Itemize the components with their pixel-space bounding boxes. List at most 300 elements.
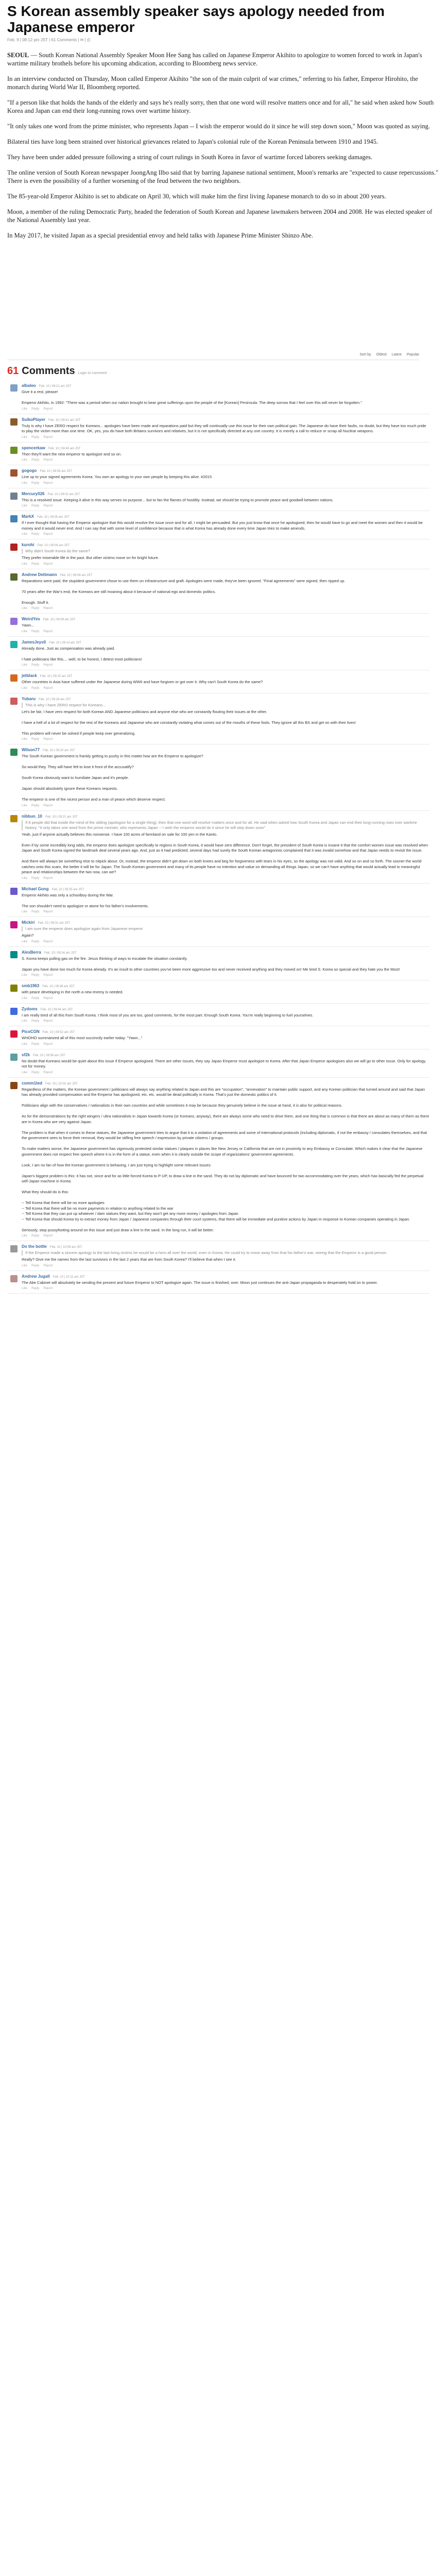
reply-button[interactable]: Reply: [31, 481, 40, 485]
paragraph-text: "If a person like that holds the hands of the elderly and says he's really sorry, then that one word will resolve matters once and for all," he said when asked how South Korea and Japan can end their long-running rows over wartime history.: [7, 99, 434, 114]
comment-item: [7, 1004, 429, 1027]
article-meta: Feb. 9 | 08:12 pm JST | 61 Comments | ✉ | ⎙: [7, 38, 91, 42]
comment-body: [22, 1029, 429, 1046]
comment-body: [22, 1007, 429, 1023]
comment-text: Give it a rest, please! Emperor Akihito, in 1992: "There was a period when our nation brought to bear great sufferings upon the people of the [Korean] Peninsula. The deep sorrow that I feel over this will never be forgotten.": [22, 389, 362, 405]
comment-header: [22, 1274, 429, 1279]
comment-text: Already done. Just as compensation was already paid. I hate politicians like this.... well, to be honest, I detest most politicians!: [22, 646, 142, 662]
comment-timestamp: Feb. 10 | 09:38 am JST: [42, 985, 75, 988]
comment-item: [7, 1271, 429, 1294]
reply-button[interactable]: Reply: [31, 940, 40, 943]
comment-timestamp: Feb. 10 | 09:34 am JST: [44, 951, 77, 955]
avatar[interactable]: [10, 1030, 18, 1038]
comment-actions: [22, 910, 429, 913]
comment-actions: [22, 533, 429, 536]
article-title: S Korean assembly speaker says apology needed from Japanese emperor: [7, 3, 385, 35]
comment-header: [22, 887, 429, 891]
comment-username-link[interactable]: Do the bottle: [22, 1244, 47, 1249]
comment-text: This is a resolved issue. Keeping it alive in this way serves no purpose... but to fan the flames of hostility. Instead, we should be trying to promote peace and goodwill between nations.: [22, 497, 334, 502]
comment-timestamp: Feb. 10 | 09:09 am JST: [43, 618, 76, 621]
like-button[interactable]: Like: [22, 996, 28, 1000]
sort-popular-link[interactable]: Popular: [406, 353, 419, 357]
comment-item: [7, 1049, 429, 1078]
comment-actions: [22, 1287, 429, 1290]
reply-button[interactable]: Reply: [31, 1071, 40, 1074]
comment-username-link[interactable]: PicoCON: [22, 1029, 40, 1034]
paragraph-text: Moon, a member of the ruling Democratic Party, headed the federation of South Korean and Japanese lawmakers between 2004 and 2008. He was elected speaker of the National Assembly last year.: [7, 208, 433, 224]
comment-text: No doubt that Koreans would be quiet about this issue if Emperor apologised. There are other issues, they say Japan Emperor must apologize to Korea. After that Japan Emperor apologises also we will go to other issue. Only for apology, not for money.: [22, 1058, 426, 1069]
comment-username-link[interactable]: MarkX: [22, 514, 35, 519]
comment-header: [22, 1244, 429, 1249]
comment-list: [7, 380, 429, 1294]
comment-body: [22, 543, 429, 566]
reply-button[interactable]: Reply: [31, 664, 40, 667]
comment-body: [22, 446, 429, 462]
comment-body: [22, 1274, 429, 1291]
comment-header: [22, 697, 429, 701]
report-button[interactable]: Report: [43, 1042, 53, 1046]
comment-timestamp: Feb. 10 | 09:05 am JST: [37, 516, 70, 519]
reply-button[interactable]: Reply: [31, 1020, 40, 1023]
reply-button[interactable]: Reply: [31, 504, 40, 507]
comment-username-link[interactable]: Yubaru: [22, 696, 36, 701]
comment-timestamp: Feb. 10 | 09:14 am JST: [49, 641, 81, 645]
reply-button[interactable]: Reply: [31, 738, 40, 741]
comment-quote: I am sure the emperor does apologize again from Japanese emperor: [22, 926, 429, 931]
report-button[interactable]: Report: [43, 664, 53, 667]
comment-header: [22, 1081, 429, 1086]
sort-bar: [7, 353, 419, 360]
like-button[interactable]: Like: [22, 407, 28, 411]
comment-body: [22, 1244, 429, 1267]
reply-button[interactable]: Reply: [31, 533, 40, 536]
article-paragraph: [7, 75, 441, 91]
avatar[interactable]: [10, 951, 18, 958]
comment-header: [22, 920, 429, 925]
comment-username-link[interactable]: kurohi: [22, 543, 35, 547]
comment-body: [22, 814, 429, 880]
report-button[interactable]: Report: [43, 1287, 53, 1290]
comment-username-link[interactable]: SuikoPlayer: [22, 417, 45, 422]
sort-oldest-link[interactable]: Oldest: [376, 353, 387, 357]
avatar[interactable]: [10, 698, 18, 705]
comment-quote: This is why I have ZERO respect for Koreans...: [22, 703, 429, 708]
paragraph-text: They have been under added pressure following a string of court rulings in South Korea in favor of wartime forced laborers seeking damages.: [7, 154, 373, 161]
report-button[interactable]: Report: [43, 940, 53, 943]
comment-actions: [22, 687, 429, 690]
comment-timestamp: Feb. 10 | 08:48 am JST: [48, 447, 81, 450]
report-button[interactable]: Report: [43, 996, 53, 1000]
sort-label: Sort by: [359, 353, 371, 357]
comment-username-link[interactable]: Zydoms: [22, 1006, 38, 1011]
comment-item: [7, 614, 429, 637]
comment-timestamp: Feb. 10 | 09:58 am JST: [33, 1054, 65, 1057]
avatar[interactable]: [10, 447, 18, 454]
comment-body: [22, 514, 429, 536]
reply-button[interactable]: Reply: [31, 435, 40, 439]
comments-header: [7, 365, 441, 377]
comment-quote: Why didn't South Korea do the same?: [22, 549, 429, 554]
comment-actions: [22, 1264, 429, 1267]
reply-button[interactable]: Reply: [31, 607, 40, 610]
like-button[interactable]: Like: [22, 686, 28, 690]
avatar[interactable]: [10, 674, 18, 682]
login-to-comment-link[interactable]: Login to comment: [78, 371, 107, 375]
like-button[interactable]: Like: [22, 1264, 28, 1267]
comment-count: 61: [7, 365, 19, 377]
comment-text: The Abe Cabinet will absolutely be sending the present and future Emperor to NOT apologize again. The issue is finished, over. Moon just continues the anti-Japan propaganda to desperately hold on to power.: [22, 1280, 378, 1285]
reply-button[interactable]: Reply: [31, 630, 40, 633]
avatar[interactable]: [10, 1008, 18, 1015]
comment-text: WHOHO summarized all of this most succinctly earlier today: "Yawn...": [22, 1036, 143, 1040]
comment-timestamp: Feb. 10 | 09:21 am JST: [45, 815, 78, 819]
comment-item: [7, 884, 429, 918]
comment-actions: [22, 408, 429, 411]
like-button[interactable]: Like: [22, 1042, 28, 1046]
comment-item: [7, 693, 429, 745]
article-body: [7, 51, 441, 240]
comment-actions: [22, 630, 429, 633]
sort-latest-link[interactable]: Latest: [391, 353, 402, 357]
comment-header: [22, 383, 429, 388]
comment-body: [22, 572, 429, 611]
like-button[interactable]: Like: [22, 562, 28, 566]
article-paragraph: [7, 153, 441, 161]
comment-timestamp: Feb. 10 | 09:31 am JST: [38, 922, 70, 925]
comment-username-link[interactable]: Andrew Dettmann: [22, 572, 57, 577]
report-button[interactable]: Report: [43, 686, 53, 690]
like-button[interactable]: Like: [22, 940, 28, 943]
comment-text: Then they'll want the new emperor to apologize and so on.: [22, 451, 122, 456]
comment-actions: [22, 459, 429, 462]
article-paragraph: [7, 208, 441, 224]
comment-actions: [22, 436, 429, 439]
comment-text: S. Korea keeps pulling gas on the fire. Jesus thinking of ways to escalate the situation constantly. Japan you have done too much for Korea already. It's an insult to other countries you've been more aggressive too and never received anything and they moved on! Me tired S. Korea so special and they hate you the Most!: [22, 956, 400, 972]
reply-button[interactable]: Reply: [31, 1287, 40, 1290]
like-button[interactable]: Like: [22, 504, 28, 507]
comment-header: [22, 1053, 429, 1057]
comment-body: [22, 1081, 429, 1238]
comment-header: [22, 492, 429, 496]
like-button[interactable]: Like: [22, 630, 28, 633]
comment-text: Truly is why I have ZERO respect for Koreans... apologies have been made and reparations paid but they will continually use this issue for their own political gain. The Japanese do have their faults, no doubt, but they have too much pride to play the victim more than one time. OK, yes, you do have both Britains survivors and relatives, but it is not specifically directed at any one country. It is merely a call to reduce or scrap all Nuclear weapons.: [22, 423, 426, 433]
like-button[interactable]: Like: [22, 910, 28, 913]
comment-header: [22, 468, 429, 473]
comment-text: Yawn...: [22, 623, 35, 628]
comment-actions: [22, 974, 429, 977]
comment-actions: [22, 563, 429, 566]
avatar[interactable]: [10, 573, 18, 581]
comment-item: [7, 1026, 429, 1049]
comment-header: [22, 543, 429, 547]
article-paragraph: [7, 51, 441, 67]
report-button[interactable]: Report: [43, 407, 53, 411]
comment-username-link[interactable]: WeirdYes: [22, 617, 40, 621]
comment-actions: [22, 738, 429, 741]
avatar[interactable]: [10, 1054, 18, 1061]
avatar[interactable]: [10, 888, 18, 895]
comment-item: [7, 811, 429, 884]
comment-header: [22, 1029, 429, 1034]
avatar[interactable]: [10, 815, 18, 822]
avatar[interactable]: [10, 1082, 18, 1089]
comment-item: [7, 414, 429, 443]
comment-timestamp: Feb. 10 | 08:21 am JST: [39, 385, 72, 388]
comment-actions: [22, 1234, 429, 1238]
comment-body: [22, 417, 429, 439]
comment-body: [22, 673, 429, 690]
comment-timestamp: Feb. 10 | 09:44 am JST: [40, 1008, 73, 1011]
comment-actions: [22, 607, 429, 610]
comment-username-link[interactable]: jetblack: [22, 673, 37, 678]
avatar[interactable]: [10, 641, 18, 648]
avatar[interactable]: [10, 1275, 18, 1282]
reply-button[interactable]: Reply: [31, 562, 40, 566]
comment-username-link[interactable]: sf2k: [22, 1052, 30, 1057]
comment-username-link[interactable]: gogogo: [22, 468, 37, 473]
comment-body: [22, 492, 429, 508]
comment-text: Really? Give me the names from the last survivors in the last 2 years that are from South Korea? I'll believe that when I see it.: [22, 1257, 236, 1262]
comment-username-link[interactable]: Mickiri: [22, 920, 35, 925]
avatar[interactable]: [10, 493, 18, 500]
comment-item: [7, 744, 429, 811]
paragraph-text: The 85-year-old Emperor Akihito is set to abdicate on April 30, which will make him the first living Japanese monarch to do so in about 200 years.: [7, 193, 386, 200]
comment-actions: [22, 804, 429, 807]
comment-body: [22, 748, 429, 807]
reply-button[interactable]: Reply: [31, 686, 40, 690]
like-button[interactable]: Like: [22, 804, 28, 807]
avatar[interactable]: [10, 418, 18, 426]
comment-actions: [22, 482, 429, 485]
comment-header: [22, 814, 429, 819]
report-button[interactable]: Report: [43, 974, 53, 977]
like-button[interactable]: Like: [22, 876, 28, 880]
comment-timestamp: Feb. 10 | 09:18 am JST: [39, 698, 71, 701]
comment-text: Reparations were paid, the stupidest government chose to use them on infrastructure and graft. Apologies were made, they've been ignored. "Final agreements" were signed, then ripped up. 70 years after the War's end, the Koreans are still moaning about it because of national ego and domestic politics. Enough. Stuff it.: [22, 578, 346, 605]
comment-text: Again?: [22, 933, 34, 938]
reply-button[interactable]: Reply: [31, 996, 40, 1000]
reply-button[interactable]: Reply: [31, 910, 40, 913]
comment-actions: [22, 1043, 429, 1046]
comment-timestamp: Feb. 10 | 09:08 am JST: [60, 573, 93, 577]
comment-body: [22, 950, 429, 977]
comment-item: [7, 670, 429, 693]
comment-timestamp: Feb. 10 | 08:56 am JST: [40, 470, 72, 473]
comment-actions: [22, 1071, 429, 1074]
comment-actions: [22, 997, 429, 1000]
like-button[interactable]: Like: [22, 533, 28, 536]
comment-item: [7, 947, 429, 981]
comment-header: [22, 417, 429, 422]
avatar[interactable]: [10, 1245, 18, 1252]
comment-text: Yeah, just if anyone actually believes this nonsense. I have 100 acres of farmland on sale for 100 yen in the Kanto. Even if by some incredibly long odds, the emperor does apologize specifically to regions in South Korea, it would have zero difference. Don't forget, the president of South Korea is insane it that the comfort women issue was resolved when Japan and South Korea signed the landmark deal several years ago. And, just as it had predicted, several days had surely the South Korean antagonists complained that it was invalid somehow and that Japan needs to revisit the issue. And there will always be something else to nitpick about. Or, instead, the emperor didn't get down on both knees and beg for forgiveness with tears in his eyes, so the apology was not valid. And so on and so forth. The sooner the world catches onto this scam, the better it will be for Japan. The South Korean government and many of its people have no intention and value on demanding all things Japan, so we can't have anything that would actually lead to meaningful peace and relationships between the two now, can we?: [22, 832, 428, 874]
report-button[interactable]: Report: [43, 459, 53, 462]
reply-button[interactable]: Reply: [31, 876, 40, 880]
paragraph-text: The online version of South Korean newspaper JoongAng Ilbo said that by barring Japanese national sentiment, Moon's remarks are "expected to cause repercussions." There is even the possibility of a further worsening of the feud between the two neighbors.: [7, 169, 439, 184]
comment-timestamp: Feb. 10 | 09:25 am JST: [51, 888, 84, 891]
comment-username-link[interactable]: smb1963: [22, 984, 40, 988]
like-button[interactable]: Like: [22, 1071, 28, 1074]
comment-quote: If the Emperor made a sincere apology to the last living victims he would be a hero all over the world, even in Korea. He could try to move away from that his father's war, seeing that the Emperor is a good person.: [22, 1250, 429, 1256]
comment-username-link[interactable]: Michael Gong: [22, 886, 49, 891]
report-button[interactable]: Report: [43, 1234, 53, 1238]
report-button[interactable]: Report: [43, 435, 53, 439]
article-paragraph: [7, 192, 441, 200]
comment-header: [22, 950, 429, 955]
like-button[interactable]: Like: [22, 481, 28, 485]
comment-username-link[interactable]: JamesJeys0: [22, 639, 46, 645]
comment-header: [22, 640, 429, 645]
report-button[interactable]: Report: [43, 630, 53, 633]
article-paragraph: [7, 98, 441, 115]
like-button[interactable]: Like: [22, 664, 28, 667]
paragraph-text: In an interview conducted on Thursday, Moon called Emperor Akihito "the son of the main culprit of war crimes," referring to his father, Emperor Hirohito, the monarch during World War II, Bloomberg reported.: [7, 75, 418, 91]
report-button[interactable]: Report: [43, 562, 53, 566]
like-button[interactable]: Like: [22, 738, 28, 741]
comment-timestamp: Feb. 10 | 09:02 am JST: [47, 493, 80, 496]
comment-timestamp: Feb. 10 | 09:06 am JST: [37, 544, 70, 547]
comment-body: [22, 697, 429, 741]
comment-body: [22, 468, 429, 485]
reply-button[interactable]: Reply: [31, 804, 40, 807]
comment-header: [22, 673, 429, 678]
comment-actions: [22, 664, 429, 667]
comment-item: [7, 1078, 429, 1242]
comment-text: Let's be fair, I have zero respect for both Korean AND Japanese politicians and anyone else who are constantly flouting their issues at the other. I have a hell of a lot of respect for the rest of the Koreans and Japanese who are constantly violating what comes out of the mouths of these fools. They ignore all this BS and get on with their lives! This problem will never be solved if people keep over generalizing.: [22, 709, 356, 736]
comment-timestamp: Feb. 10 | 10:08 am JST: [49, 1246, 82, 1249]
avatar[interactable]: [10, 469, 18, 477]
avatar[interactable]: [10, 515, 18, 522]
comment-body: [22, 920, 429, 943]
comment-username-link[interactable]: Mercury026: [22, 491, 45, 496]
comment-body: [22, 617, 429, 633]
comment-item: [7, 917, 429, 947]
like-button[interactable]: Like: [22, 974, 28, 977]
report-button[interactable]: Report: [43, 738, 53, 741]
comment-body: [22, 1053, 429, 1074]
comment-body: [22, 383, 429, 411]
reply-button[interactable]: Reply: [31, 407, 40, 411]
report-button[interactable]: Report: [43, 1071, 53, 1074]
comment-item: [7, 443, 429, 466]
comment-text: If I ever thought that having the Emperor apologize that this would resolve the issue once and for all, I might be persuaded. But you just know that once he apologized, then he would have to go and meet the women and then it would be money and it would never end. And I can say that with some level of confidence because that is what Korea has already done every time Japan tries to make amends.: [22, 520, 423, 531]
comment-text: Emperor Akihito was only a schoolboy during the War. The son shouldn't need to apologize or atone for his father's involvements.: [22, 892, 149, 908]
comment-text: They prefer miserable life in the past. But other victims move on for bright future.: [22, 555, 159, 560]
comment-actions: [22, 1020, 429, 1023]
report-button[interactable]: Report: [43, 910, 53, 913]
comment-quote: If 8 people did that inside the mind of the sibling (apologize for a single thing), then that one word will resolve matters once and for all. He said when asked how South Korea and Japan can end their long-running rows over wartime history. "It only takes one word from the prime minister, who represents Japan -- I wish the emperor would do it since he will step down soon": [22, 820, 429, 831]
comment-actions: [22, 940, 429, 943]
comment-timestamp: Feb. 10 | 10:11 am JST: [53, 1275, 85, 1279]
comment-text: I am really tired of all this from South Korea. I think most of you are too, good comments, for the most part. Enough South Korea. You're really beginning to fuel yourselves.: [22, 1012, 314, 1018]
report-button[interactable]: Report: [43, 533, 53, 536]
comment-username-link[interactable]: nibbun_10: [22, 814, 43, 819]
comment-text: with peace developing in the north a new enemy is needed.: [22, 990, 124, 994]
comment-header: [22, 514, 429, 519]
comment-item: [7, 511, 429, 539]
report-button[interactable]: Report: [43, 504, 53, 507]
comment-username-link[interactable]: Andrew Jugall: [22, 1274, 50, 1279]
comment-text: The South Korean government is frankly getting to pushy in this matter.how are the Emperor to apologize? So would they. They will have felt to lose it front of the accusatify? South Korea obviously want to humiliate Japan and it's people. Japan should absolutely ignore these Koreans requests. The emperor is one of the nicest person and a man of peace which deserve respect.: [22, 754, 203, 802]
comment-item: [7, 569, 429, 614]
comment-item: [7, 488, 429, 512]
avatar[interactable]: [10, 618, 18, 625]
comment-header: [22, 446, 429, 450]
comment-text: Other countries in Asia have suffered under the Japanese during WWII and have forgiven or got over it. Why can't South Korea do the same?: [22, 680, 263, 684]
article-paragraph: [7, 138, 441, 146]
comment-username-link[interactable]: Wilson77: [22, 748, 40, 752]
article-paragraph: [7, 122, 441, 130]
page: [0, 3, 448, 1294]
comment-text: Regardless of the matters, the Korean government / politicians will always say anything related to Japan and this are "occupation", "annexation" to maintain public support, and any Korean politician that turned around and said that Japan has already provided compensation and the Emperor has apologized, etc. etc. would be dead politically in Korea. That's just the domestic politics of it. Politicians align with the conservatives / nationalists in their own countries and while sometimes it may be because they genuinely believe in the issue at hand, it is also for political reasons. As for the demonstrations by the right wingers / ultra nationalists in Japan towards Korea (or Koreans, anyway), there are always some who need to drive them, and one thing that is common is that there are about as many of them as there are in Korea who are very against Japan. The problem is that when it comes to these statues, the Japanese government tries to argue that it is a violation of agreements and some of international protocols (including diplomatic, if not the embassy / consulates themselves, and that the government sees to force their removal, they would be stifling free speech / expression by private citizens / groups. To make matters worse, the Japanese government has vigorously protested similar statues / plaques in places like New Jersey or California that are not in proximity to any Embassy or Consulate. Which makes it clear that the Japanese government does not respect free speech where it is in the form of a statue, even when it is clearly outside the scope of organizations' government agreements. Look, I am no fan of how the Korean government is behaving, I am just trying to highlight some relevant issues: Japan's biggest problem is this: it has not, since and for as little forced Korea to P-UP, to draw a line in the sand. They do not lay diplomatic and have bounced for two accommodating over the years, which has basically fed the perpetual self-Japan machine in Korea. What they should do is this: -- Tell Korea that there will be no more apologies -- Tell Korea that there will be no more payments in relation to anything related to the war -- Tell Korea that they can put up whatever / dam statues they want, but they won't get any more money / apologies from Japan -- Tell Korea that should Korea try to extract money from Japan / Japanese companies through their court systems, that there will be immediate and punitive actions by Japan in response to Korean companies operating in Japan. Seriously, stop pussyfooting around on this issue and just draw a line in the sand. In the long run, it will be better.: [22, 1087, 429, 1232]
like-button[interactable]: Like: [22, 1020, 28, 1023]
comment-body: [22, 640, 429, 667]
reply-button[interactable]: Reply: [31, 1264, 40, 1267]
comment-body: [22, 887, 429, 914]
paragraph-text: "It only takes one word from the prime minister, who represents Japan -- I wish the emperor would do it since he will step down soon," Moon was quoted as saying.: [7, 123, 430, 130]
like-button[interactable]: Like: [22, 1287, 28, 1290]
report-button[interactable]: Report: [43, 804, 53, 807]
comment-timestamp: Feb. 10 | 08:41 am JST: [48, 418, 81, 422]
comment-item: [7, 637, 429, 671]
dateline: SEOUL: [7, 52, 29, 59]
comment-timestamp: Feb. 10 | 09:20 am JST: [43, 749, 75, 752]
paragraph-text: In May 2017, he visited Japan as a special presidential envoy and held talks with Japanese Prime Minister Shinzo Abe.: [7, 232, 313, 239]
comment-header: [22, 748, 429, 752]
comment-header: [22, 617, 429, 621]
paragraph-text: Bilateral ties have long been strained over historical grievances related to Japan's colonial rule of the Korean Peninsula between 1910 and 1945.: [7, 138, 378, 145]
avatar[interactable]: [10, 384, 18, 392]
article-paragraph: [7, 168, 441, 185]
comment-header: [22, 1007, 429, 1011]
reply-button[interactable]: Reply: [31, 1042, 40, 1046]
report-button[interactable]: Report: [43, 876, 53, 880]
paragraph-text: — South Korean National Assembly Speaker Moon Hee Sang has called on Japanese Emperor Akihito to apologize to women forced to work in Japan's wartime military brothels before his upcoming abdication, according to Bloomberg news service.: [7, 52, 422, 67]
like-button[interactable]: Like: [22, 1234, 28, 1238]
comments-title: Comments: [22, 365, 75, 377]
comment-username-link[interactable]: comm1ted: [22, 1080, 43, 1086]
report-button[interactable]: Report: [43, 607, 53, 610]
avatar[interactable]: [10, 921, 18, 928]
like-button[interactable]: Like: [22, 435, 28, 439]
comment-item: [7, 465, 429, 488]
comment-username-link[interactable]: AlexBerra: [22, 950, 41, 955]
comment-username-link[interactable]: albaleo: [22, 383, 36, 388]
avatar[interactable]: [10, 985, 18, 992]
reply-button[interactable]: Reply: [31, 1234, 40, 1238]
comment-item: [7, 1241, 429, 1271]
avatar[interactable]: [10, 544, 18, 551]
avatar[interactable]: [10, 749, 18, 756]
comment-header: [22, 572, 429, 577]
like-button[interactable]: Like: [22, 459, 28, 462]
report-button[interactable]: Report: [43, 1020, 53, 1023]
comment-header: [22, 984, 429, 988]
comment-timestamp: Feb. 10 | 09:15 am JST: [40, 675, 73, 678]
comment-item: [7, 980, 429, 1004]
reply-button[interactable]: Reply: [31, 459, 40, 462]
comment-username-link[interactable]: spencerkaw: [22, 445, 45, 450]
report-button[interactable]: Report: [43, 1264, 53, 1267]
comment-actions: [22, 504, 429, 507]
comment-item: [7, 539, 429, 569]
like-button[interactable]: Like: [22, 607, 28, 610]
comment-text: Line up to your signed agreements Korea. You own an apology to your own people by keeping this alive. #2015: [22, 474, 212, 479]
article-paragraph: [7, 231, 441, 240]
comment-timestamp: Feb. 10 | 09:52 am JST: [42, 1031, 75, 1034]
report-button[interactable]: Report: [43, 481, 53, 485]
reply-button[interactable]: Reply: [31, 974, 40, 977]
